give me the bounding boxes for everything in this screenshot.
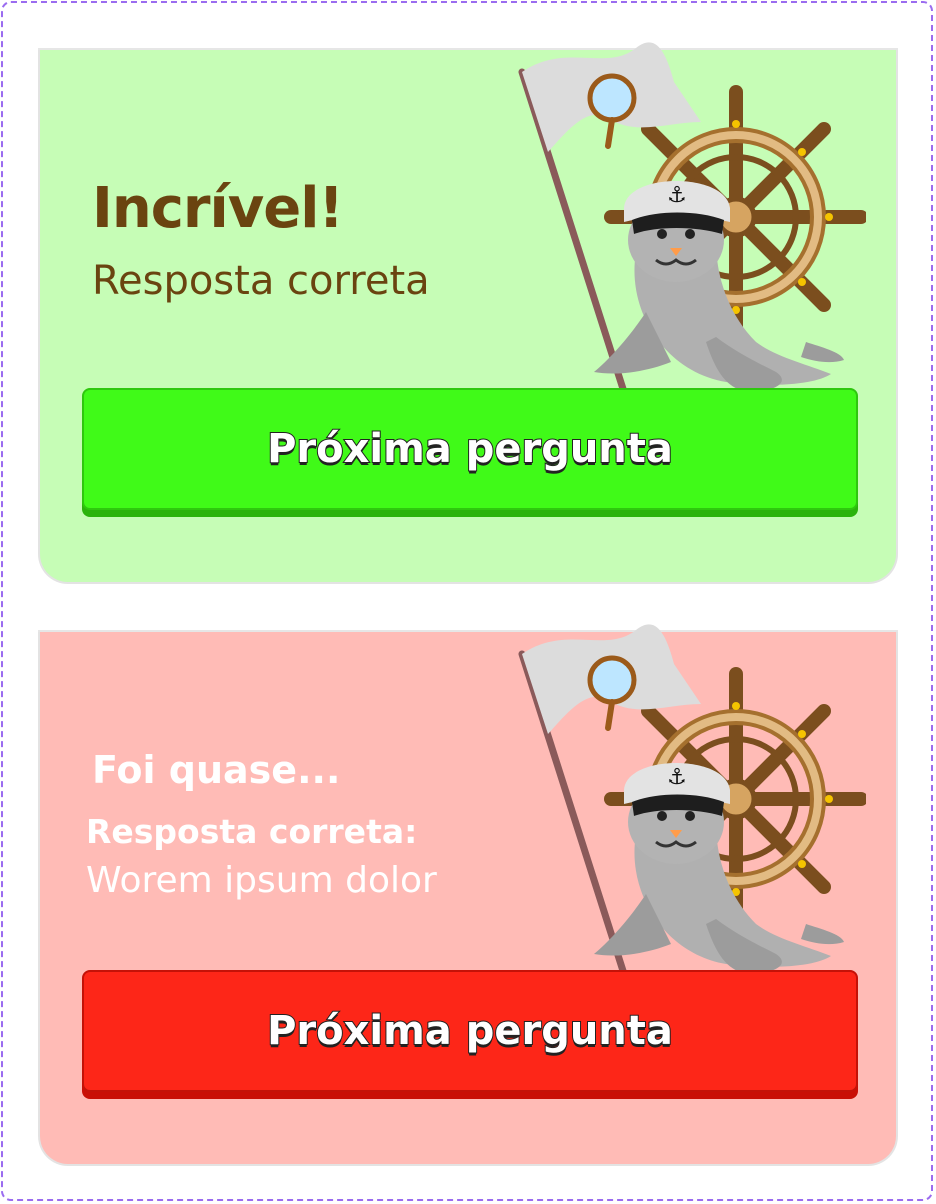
svg-text:⚓: ⚓	[667, 765, 687, 790]
svg-text:⚓: ⚓	[667, 183, 687, 208]
captain-seal-illustration	[476, 594, 866, 984]
feedback-card-wrong	[38, 630, 898, 1166]
captain-seal-illustration	[476, 12, 866, 402]
correct-answer-value: Worem ipsum dolor	[86, 860, 437, 901]
feedback-subtitle: Resposta correta	[92, 258, 430, 304]
next-question-button[interactable]: Próxima pergunta	[82, 388, 858, 510]
next-question-button[interactable]: Próxima pergunta	[82, 970, 858, 1092]
feedback-headline: Foi quase...	[92, 748, 341, 792]
feedback-headline: Incrível!	[92, 176, 343, 241]
correct-answer-label: Resposta correta:	[86, 812, 418, 851]
feedback-card-correct	[38, 48, 898, 584]
